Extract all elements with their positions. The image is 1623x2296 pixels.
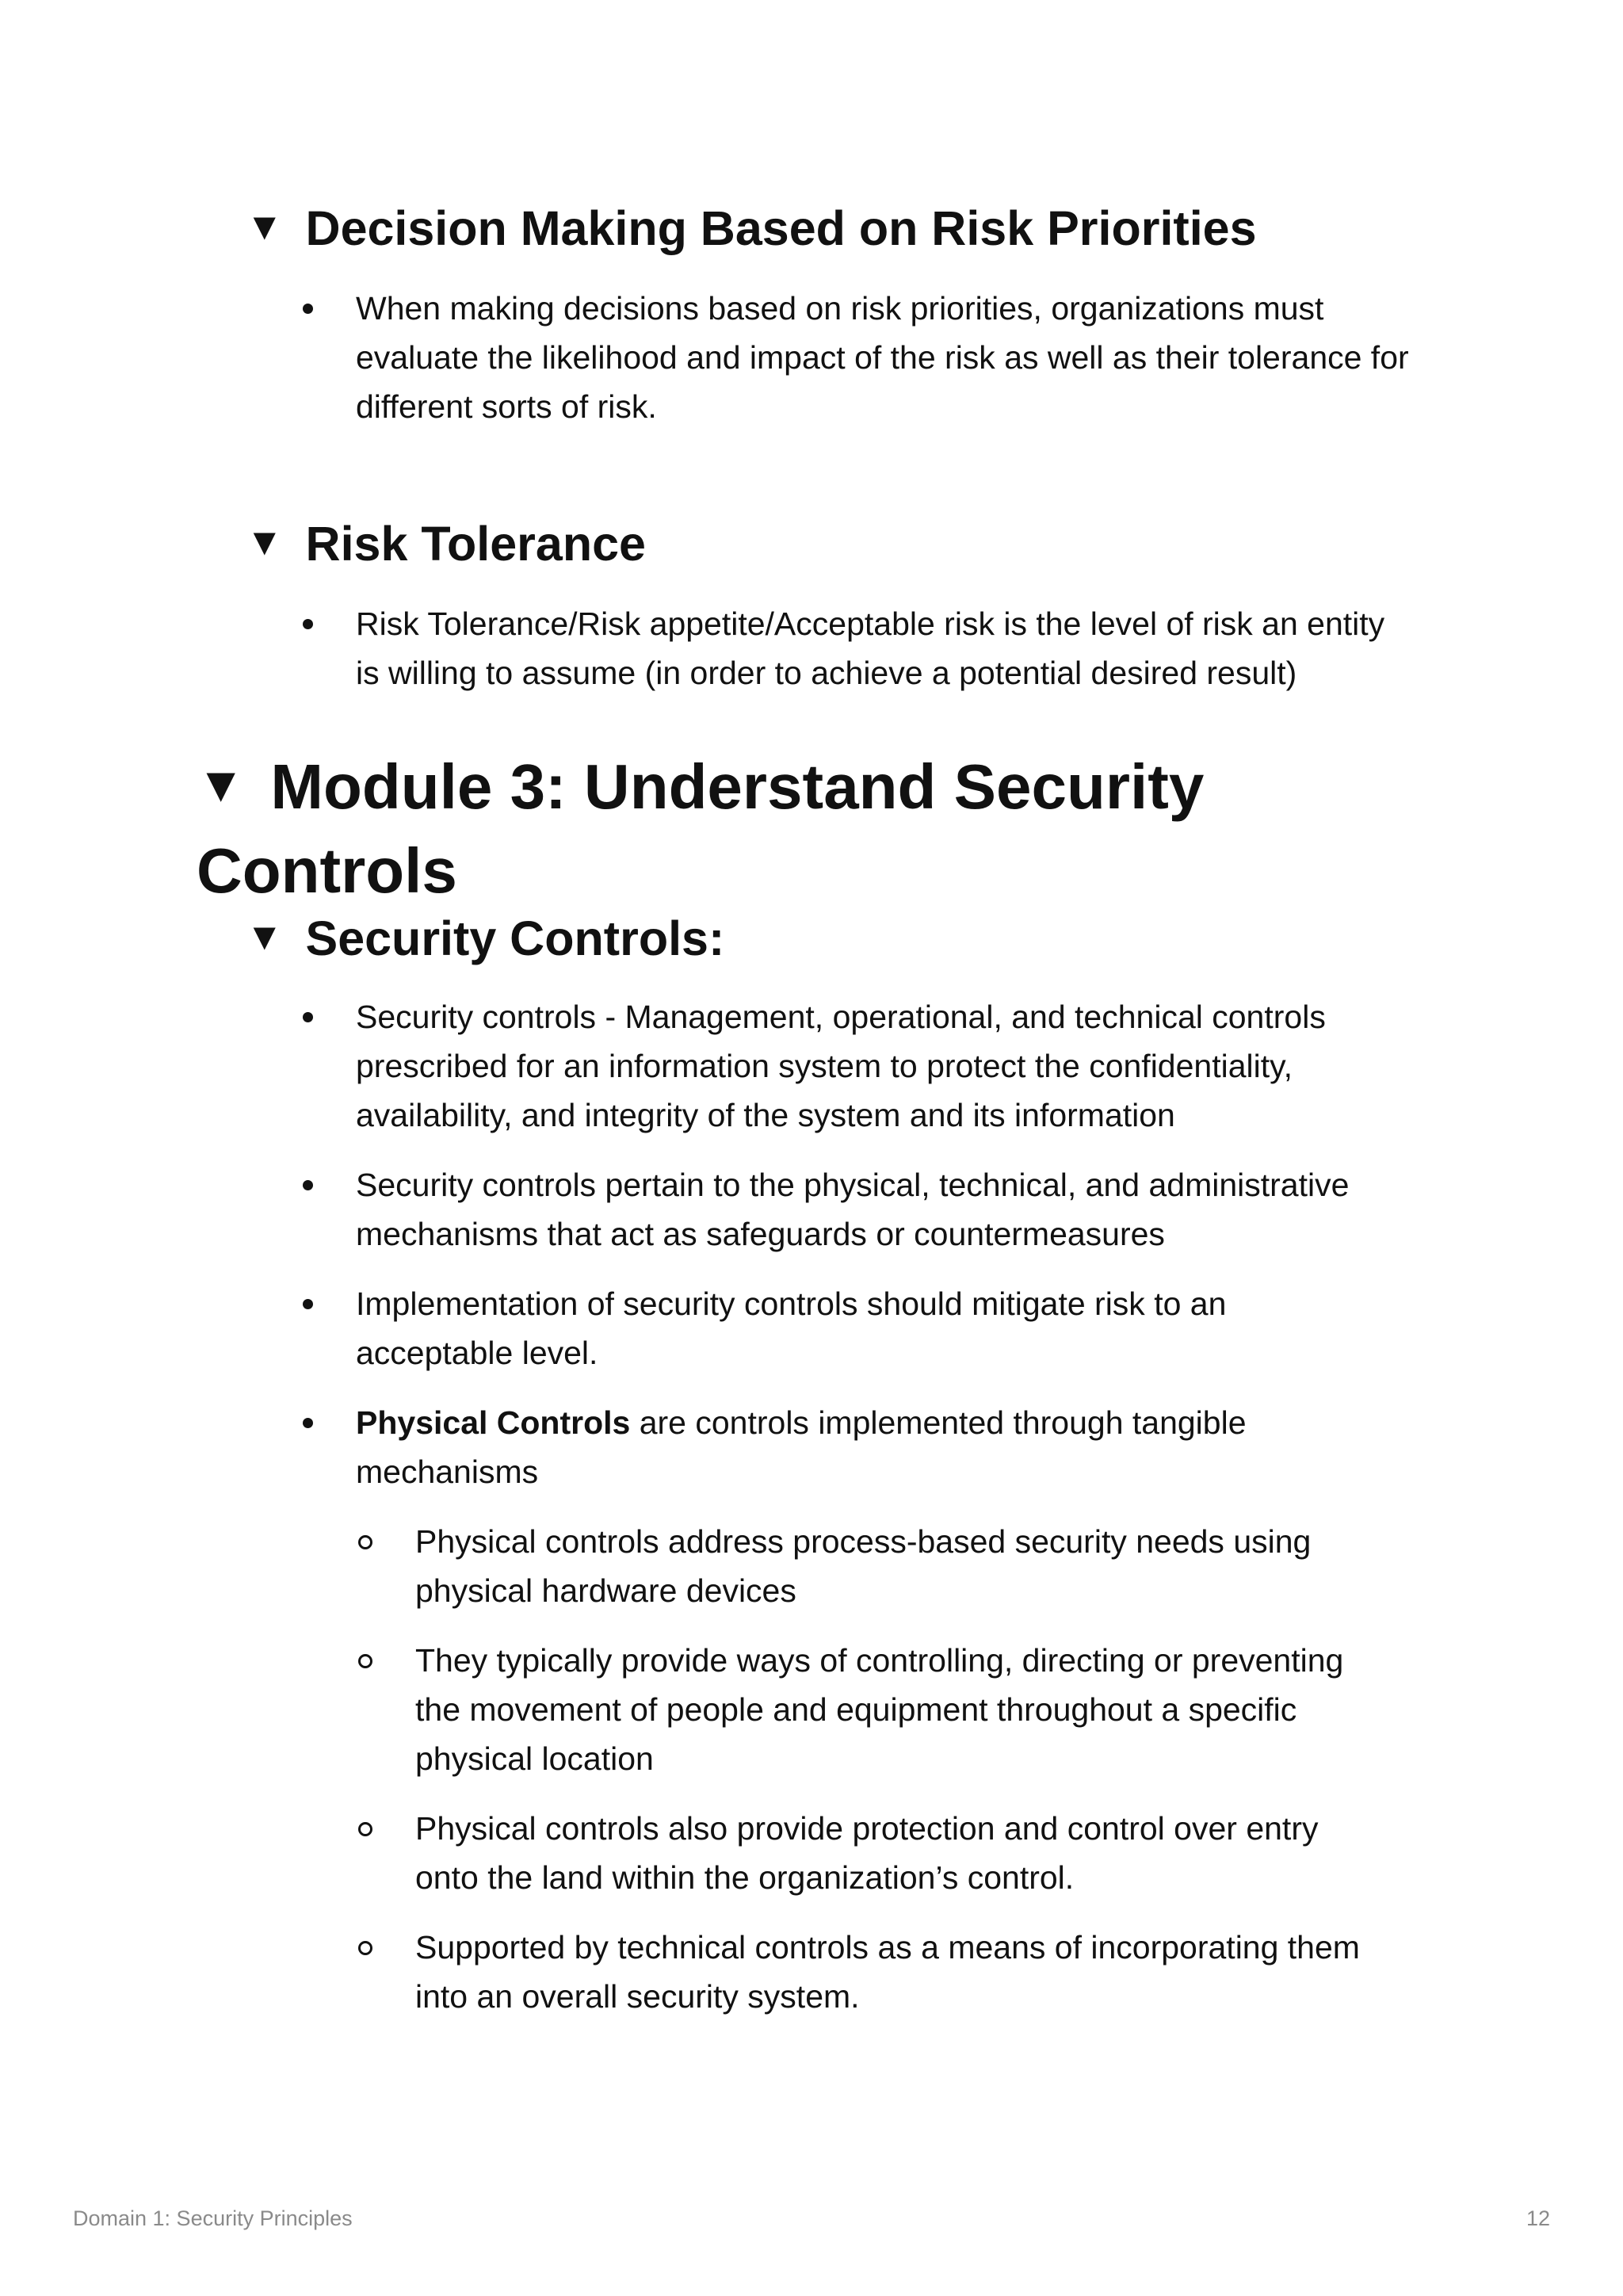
toggle-triangle-icon[interactable]: ▼ <box>197 757 246 812</box>
list-item: When making decisions based on risk priorities, organizations must evaluate the likelihood and impact of the risk as well as their tolerance for different sorts of risk. <box>301 284 1434 431</box>
bullet-list-security-controls <box>301 992 1442 2042</box>
hollow-bullet-icon <box>358 1941 372 1955</box>
bullet-dot-icon <box>303 1180 313 1190</box>
hollow-bullet-icon <box>358 1822 372 1836</box>
bullet-list-decision-making <box>301 284 1434 452</box>
sub-list-item: Physical controls also provide protection and control over entry onto the land within the organization’s control. <box>356 1804 1362 1902</box>
bullet-dot-icon <box>303 1012 313 1022</box>
bullet-dot-icon <box>303 304 313 314</box>
sub-list-item: Physical controls address process-based security needs using physical hardware devices <box>356 1517 1362 1615</box>
sub-list-item: Supported by technical controls as a means of incorporating them into an overall security system. <box>356 1923 1362 2021</box>
section-heading-text: Risk Tolerance <box>305 517 646 571</box>
section-heading-text: Decision Making Based on Risk Priorities <box>305 201 1257 255</box>
list-item: Implementation of security controls should mitigate risk to an acceptable level. <box>301 1279 1362 1377</box>
bullet-dot-icon <box>303 1299 313 1309</box>
bold-term: Physical Controls <box>356 1404 631 1441</box>
section-heading-risk-tolerance <box>246 512 646 579</box>
toggle-triangle-icon[interactable]: ▼ <box>246 915 284 958</box>
hollow-bullet-icon <box>358 1654 372 1668</box>
list-item-physical-controls: Physical Controls are controls implemented through tangible mechanisms Physical controls address process-based security needs using physical hardware devices They typically provide ways of controlling, directing or preventing the movement of people and equipment throughout a specific physical location Physical controls also provide protection and control over entry onto the land within the organization’s control. Supported by technical controls as a means of incorporating them into an overall security system. <box>301 1398 1362 2021</box>
footer-page-number: 12 <box>1526 2206 1550 2230</box>
section-heading-text: Security Controls: <box>305 911 725 965</box>
sub-list-item: They typically provide ways of controlling, directing or preventing the movement of people and equipment throughout a specific physical location <box>356 1636 1362 1783</box>
bullet-list-risk-tolerance <box>301 599 1395 718</box>
bullet-dot-icon <box>303 1418 313 1428</box>
hollow-bullet-icon <box>358 1535 372 1549</box>
toggle-triangle-icon[interactable]: ▼ <box>246 521 284 563</box>
section-heading-decision-making <box>246 197 1257 264</box>
list-item: Risk Tolerance/Risk appetite/Acceptable risk is the level of risk an entity is willing to assume (in order to achieve a potential desired result) <box>301 599 1395 697</box>
list-item: Security controls - Management, operational, and technical controls prescribed for an information system to protect the confidentiality, availability, and integrity of the system and its information <box>301 992 1442 1140</box>
footer-document-title: Domain 1: Security Principles <box>73 2206 353 2230</box>
module-heading-text: Module 3: Understand Security Controls <box>197 751 1205 906</box>
toggle-triangle-icon[interactable]: ▼ <box>246 205 284 248</box>
sub-bullet-list <box>356 1517 1362 2021</box>
module-heading <box>197 747 1385 911</box>
list-item: Security controls pertain to the physical, technical, and administrative mechanisms that act as safeguards or countermeasures <box>301 1160 1442 1259</box>
bullet-dot-icon <box>303 619 313 629</box>
section-heading-security-controls <box>246 907 724 974</box>
